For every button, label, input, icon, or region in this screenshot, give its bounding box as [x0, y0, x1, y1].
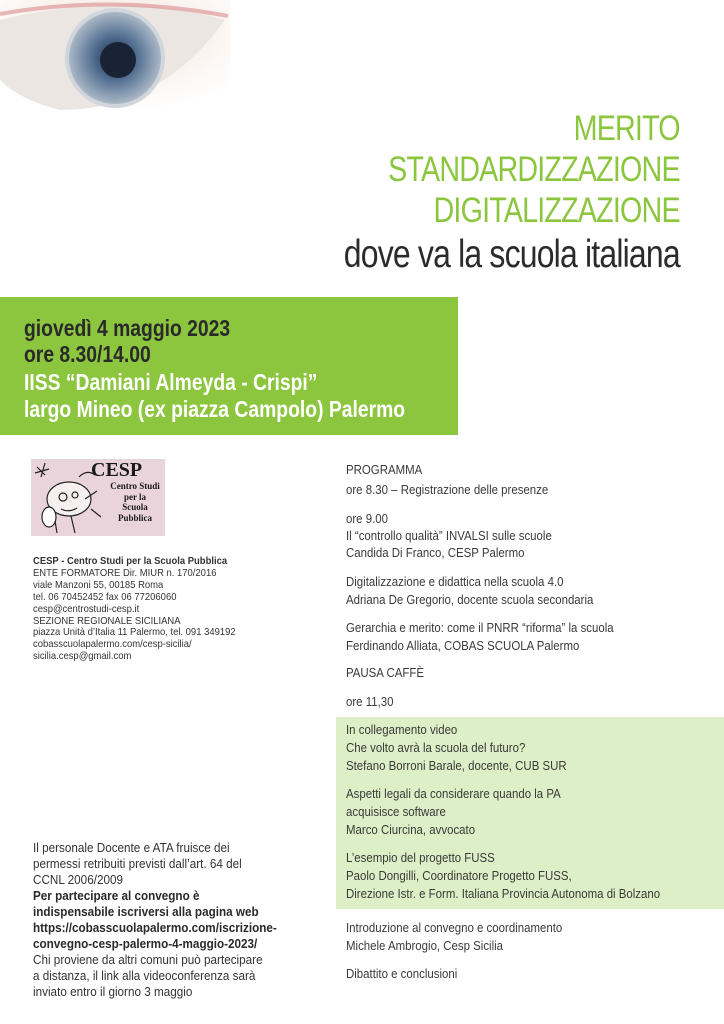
cesp-info-line: tel. 06 70452452 fax 06 77206060: [33, 590, 177, 603]
talk5-title-line1: Aspetti legali da considerare quando la PA: [346, 786, 561, 801]
event-address: largo Mineo (ex piazza Campolo) Palermo: [24, 396, 406, 422]
talk3-title: Gerarchia e merito: come il PNRR “riforma” la scuola: [346, 620, 614, 635]
title-standardizzazione: STANDARDIZZAZIONE: [388, 150, 680, 189]
video-label: In collegamento video: [346, 722, 458, 737]
cesp-info-line: viale Manzoni 55, 00185 Roma: [33, 578, 164, 591]
event-date: giovedì 4 maggio 2023: [24, 315, 231, 341]
talk6-speaker-line2: Direzione Istr. e Form. Italiana Provincia Autonoma di Bolzano: [346, 886, 661, 901]
talk1-speaker: Candida Di Franco, CESP Palermo: [346, 545, 525, 560]
cesp-logo: [31, 459, 165, 536]
talk4-title: Che volto avrà la scuola del futuro?: [346, 740, 526, 755]
time-900: ore 9.00: [346, 511, 388, 526]
cesp-sicily-email: sicilia.cesp@gmail.com: [33, 650, 132, 663]
talk1-title: Il “controllo qualità” INVALSI sulle scuole: [346, 528, 552, 543]
coffee-break: PAUSA CAFFÈ: [346, 665, 424, 680]
logo-subtitle: Centro Studi per la Scuola Pubblica: [110, 481, 160, 523]
title-block: [270, 108, 680, 279]
intro-title: Introduzione al convegno e coordinamento: [346, 920, 563, 935]
registration-link[interactable]: https://cobasscuolapalermo.com/iscrizione-: [33, 920, 277, 935]
title-merito: MERITO: [573, 109, 680, 148]
talk6-title: L’esempio del progetto FUSS: [346, 850, 495, 865]
event-venue: IISS “Damiani Almeyda - Crispi”: [24, 369, 318, 395]
talk3-speaker: Ferdinando Alliata, COBAS SCUOLA Palermo: [346, 638, 580, 653]
talk2-speaker: Adriana De Gregorio, docente scuola secondaria: [346, 592, 594, 607]
talk4-speaker: Stefano Borroni Barale, docente, CUB SUR: [346, 758, 567, 773]
talk2-title: Digitalizzazione e didattica nella scuola 4.0: [346, 574, 564, 589]
cesp-contact-info: [33, 556, 236, 663]
time-1130: ore 11,30: [346, 694, 394, 709]
registration-link[interactable]: convegno-cesp-palermo-4-maggio-2023/: [33, 936, 258, 951]
talk5-title-line2: acquisisce software: [346, 804, 446, 819]
logo-title: CESP: [91, 459, 143, 481]
event-band: [0, 297, 458, 435]
title-subtitle: dove va la scuola italiana: [343, 233, 680, 276]
talk5-speaker: Marco Ciurcina, avvocato: [346, 822, 476, 837]
eye-illustration: [0, 0, 230, 112]
cesp-website: cobasscuolapalermo.com/cesp-sicilia/: [33, 638, 192, 651]
cesp-info-line: ENTE FORMATORE Dir. MIUR n. 170/2016: [33, 566, 217, 579]
participation-note: Il personale Docente e ATA fruisce dei permessi retribuiti previsti dall’art. 64 del CCNL 2006/2009 Per partecipare al convegno è indispensabile iscriversi alla pagina web https://cobasscuolapalermo.com/iscrizione- convegno-cesp-palermo-4-maggio-2023/ Chi proviene da altri comuni può partecipare a distanza, il link alla videoconferenza sarà inviato entro il giorno 3 maggio: [33, 840, 303, 1000]
programme-heading: PROGRAMMA: [346, 462, 423, 477]
event-time: ore 8.30/14.00: [24, 341, 151, 367]
talk6-speaker-line1: Paolo Dongilli, Coordinatore Progetto FUSS,: [346, 868, 572, 883]
title-digitalizzazione: DIGITALIZZAZIONE: [433, 191, 680, 230]
cesp-info-line: piazza Unità d’Italia 11 Palermo, tel. 091 349192: [33, 626, 236, 639]
intro-speaker: Michele Ambrogio, Cesp Sicilia: [346, 938, 504, 953]
registration-time: ore 8.30 – Registrazione delle presenze: [346, 482, 549, 497]
cesp-email: cesp@centrostudi-cesp.it: [33, 602, 140, 615]
cesp-info-line: SEZIONE REGIONALE SICILIANA: [33, 614, 181, 627]
closing: Dibattito e conclusioni: [346, 966, 458, 981]
cesp-name: CESP - Centro Studi per la Scuola Pubblica: [33, 555, 228, 567]
